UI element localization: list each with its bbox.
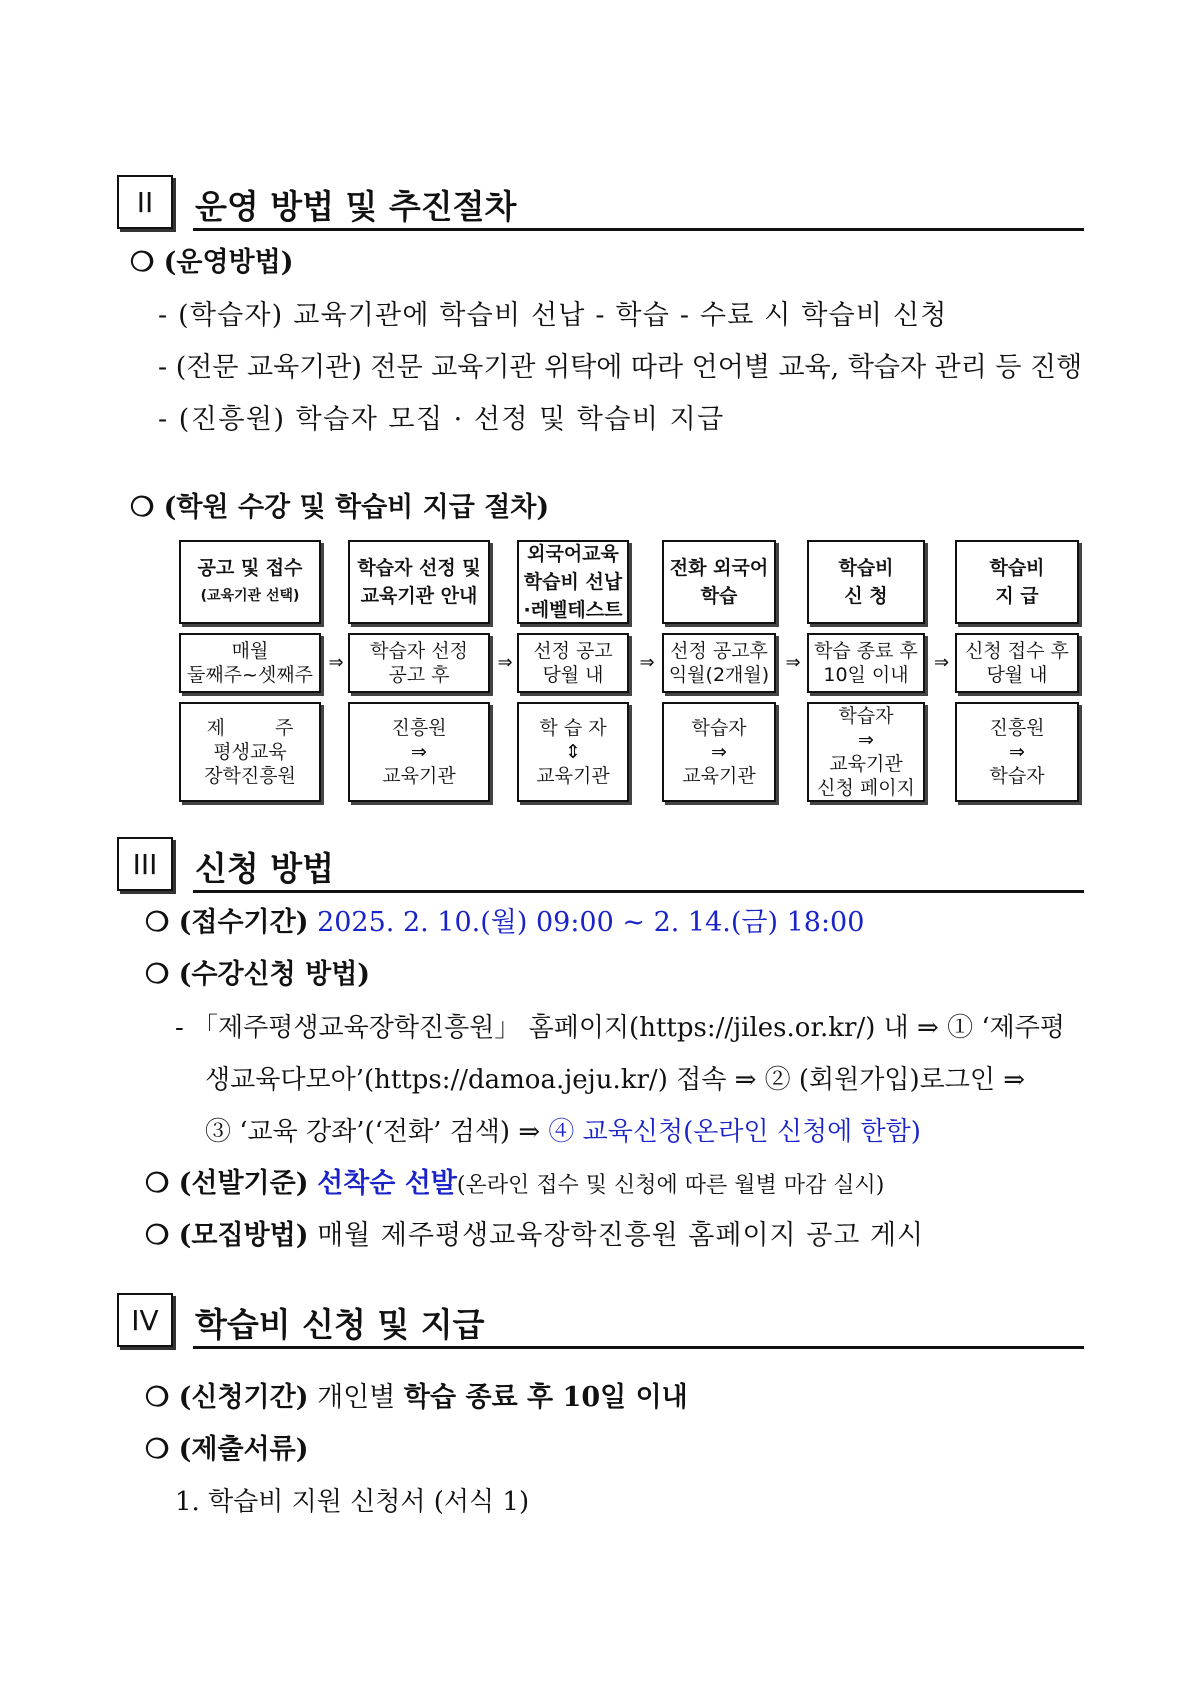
section-title: 운영 방법 및 추진절차 [195,187,517,226]
apply-period-label: ❍ (접수기간) [145,907,309,938]
apply-method-line: 생교육다모아’(https://damoa.jeju.kr/) 접속 ⇒ ② (회원가입)로그인 ⇒ [205,1065,1026,1095]
flow-arrow-icon: ⇒ [328,652,344,673]
flow-actor-line: 교육기관 [682,765,756,787]
flow-actor-line: 학습자 [989,765,1045,787]
flow-timing-line: 학습 종료 후 [814,640,918,662]
flow-actor-line: ⇒ [858,729,874,751]
section-title: 신청 방법 [195,849,335,888]
section-underline [193,228,1084,231]
flow-actor-box [348,702,490,802]
flow-actor-box [955,702,1079,802]
flow-timing-line: 당월 내 [542,664,604,686]
flow-title-line: 학습비 선납 [523,571,623,593]
flow-title-box [662,540,776,624]
operation-item: - (전문 교육기관) 전문 교육기관 위탁에 따라 언어별 교육, 학습자 관리 등 진행 [158,352,1083,383]
apply-method-step3: ③ ‘교육 강좌’(‘전화’ 검색) ⇒ [205,1117,541,1147]
flow-arrow-icon: ⇒ [785,652,801,673]
payment-docs-label: ❍ (제출서류) [145,1434,309,1465]
flow-actor-line: 장학진흥원 [204,765,296,787]
flow-title-line: 지 급 [995,585,1039,607]
apply-method-step4: ④ 교육신청(온라인 신청에 한함) [548,1117,921,1147]
flow-title-line: 교육기관 안내 [360,585,478,607]
flow-timing-box [955,633,1079,693]
apply-selection-note: (온라인 접수 및 신청에 따른 월별 마감 실시) [456,1173,885,1198]
flow-actor-line: 평생교육 [213,741,287,763]
flow-title-line: 공고 및 접수 [197,557,303,579]
flow-title-line: 학습비 [838,557,894,579]
flow-timing-line: 익월(2개월) [668,664,770,686]
flow-timing-line: 신청 접수 후 [965,640,1069,662]
section-underline [193,1346,1084,1349]
flow-timing-line: 당월 내 [986,664,1048,686]
section-underline [193,890,1084,893]
flow-timing-box [662,633,776,693]
flow-actor-line: 제 주 [206,717,294,739]
flow-actor-box [807,702,925,802]
section-number: III [117,837,173,891]
flow-timing-line: 10일 이내 [823,664,909,686]
apply-selection-value: 선착순 선발 [317,1168,457,1199]
flow-title-line: 학습자 선정 및 [357,557,481,579]
apply-recruit [145,1218,924,1254]
apply-method-line: - 「제주평생교육장학진흥원」 홈페이지(https://jiles.or.kr/) 내 ⇒ ① ‘제주평 [175,1013,1065,1043]
flow-timing-line: 둘째주~셋째주 [186,664,314,686]
section-number: IV [117,1293,173,1347]
flow-timing-box [517,633,629,693]
flow-title-box [348,540,490,624]
flow-timing-line: 학습자 선정 [370,640,468,662]
flow-actor-line: 학습자 [838,705,894,727]
flow-title-box [807,540,925,624]
apply-period [145,905,864,941]
operation-heading: ❍ (운영방법) [130,247,294,278]
flow-actor-box [179,702,321,802]
payment-period-label: ❍ (신청기간) [145,1382,309,1413]
flow-timing-box [179,633,321,693]
flow-timing-line: 공고 후 [388,664,450,686]
flow-actor-line: 진흥원 [989,717,1045,739]
flow-actor-line: 학습자 [691,717,747,739]
apply-recruit-label: ❍ (모집방법) [145,1220,309,1251]
flow-arrow-icon: ⇒ [933,652,950,673]
payment-period [145,1380,688,1416]
flow-actor-line: 진흥원 [391,717,447,739]
apply-selection-label: ❍ (선발기준) [145,1168,309,1199]
flow-actor-line: 학 습 자 [539,717,607,739]
flow-title-box [517,540,629,624]
flow-actor-line: ⇒ [411,741,427,763]
flow-actor-line: 신청 페이지 [817,777,915,799]
section-2-header [117,175,1084,233]
apply-selection [145,1166,884,1204]
section-4-header [117,1293,1084,1351]
flow-timing-line: 선정 공고 [533,640,613,662]
flow-title-line: 학습 [700,585,738,607]
apply-recruit-value: 매월 제주평생교육장학진흥원 홈페이지 공고 게시 [317,1220,925,1251]
flow-arrow-icon: ⇒ [497,652,513,673]
flow-title-line: 전화 외국어 [669,557,769,579]
operation-item: - (진흥원) 학습자 모집 · 선정 및 학습비 지급 [158,404,725,435]
flow-actor-line: ⇒ [1009,741,1025,763]
apply-method-line [205,1114,921,1150]
flow-actor-box [662,702,776,802]
flow-title-sub: (교육기관 선택) [200,588,300,604]
flow-timing-line: 매월 [231,640,269,662]
flow-actor-line: 교육기관 [829,753,903,775]
flow-title-line: ·레벨테스트 [523,599,623,621]
payment-docs-item: 1. 학습비 지원 신청서 (서식 1) [175,1487,530,1517]
flow-actor-line: 교육기관 [382,765,456,787]
section-title: 학습비 신청 및 지급 [195,1305,485,1344]
apply-method-label: ❍ (수강신청 방법) [145,959,371,990]
payment-period-pre: 개인별 [317,1382,396,1413]
flow-title-line: 학습비 [989,557,1045,579]
flow-title-line: 신 청 [844,585,888,607]
flow-timing-box [348,633,490,693]
flow-title-line: 외국어교육 [527,543,619,565]
flow-title-box [955,540,1079,624]
procedure-heading: ❍ (학원 수강 및 학습비 지급 절차) [130,492,550,523]
section-3-header [117,837,1084,895]
section-number: II [117,175,173,229]
flow-arrow-icon: ⇒ [639,652,655,673]
operation-item: - (학습자) 교육기관에 학습비 선납 - 학습 - 수료 시 학습비 신청 [158,300,948,331]
payment-period-value: 학습 종료 후 10일 이내 [403,1382,688,1413]
flow-actor-line: ⇒ [711,741,727,763]
flow-timing-box [807,633,925,693]
flow-title-box [179,540,321,624]
apply-period-value: 2025. 2. 10.(월) 09:00 ~ 2. 14.(금) 18:00 [317,907,865,938]
flow-actor-line: 교육기관 [536,765,610,787]
flow-actor-line: ⇕ [565,741,581,763]
flow-timing-line: 선정 공고후 [670,640,768,662]
flow-actor-box [517,702,629,802]
